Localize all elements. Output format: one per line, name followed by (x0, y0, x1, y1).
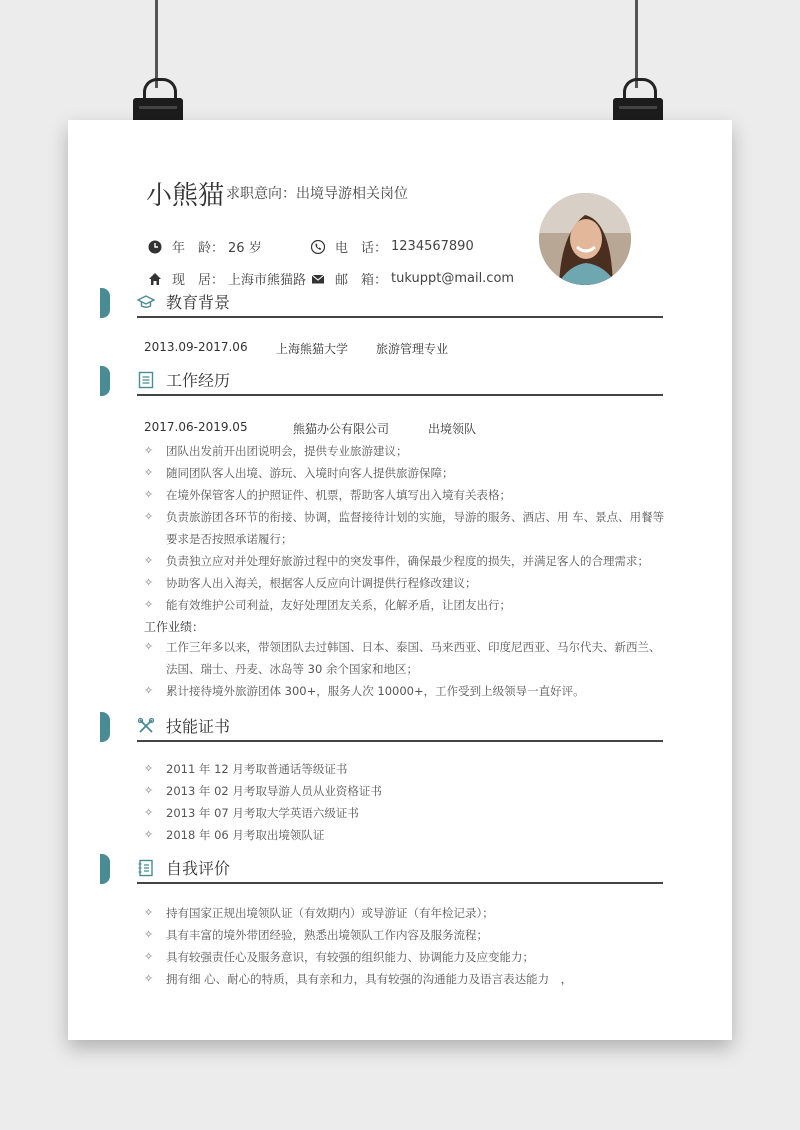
list-item: ✧ 拥有细 心、耐心的特质，具有亲和力，具有较强的沟通能力及语言表达能力 ， (144, 968, 572, 990)
section-title: 自我评价 (166, 859, 231, 878)
job-company: 熊猫办公有限公司 (293, 422, 390, 436)
list-item: ✧ 在境外保管客人的护照证件、机票，帮助客人填写出入境有关表格； (144, 484, 666, 506)
section-tab (100, 854, 110, 884)
list-item: ✧ 具有较强责任心及服务意识，有较强的组织能力、协调能力及应变能力； (144, 946, 572, 968)
email-label: 邮 箱： (335, 273, 388, 288)
email-value: tukuppt@mail.com (391, 271, 515, 286)
section-rule (137, 740, 663, 742)
list-item: ✧ 持有国家正规出境领队证（有效期内）或导游证（有年检记录）； (144, 902, 572, 924)
section-title: 技能证书 (166, 717, 231, 736)
email-row (311, 269, 514, 288)
home-icon (148, 272, 162, 286)
education-major: 旅游管理专业 (376, 342, 449, 356)
list-item: ✧ 协助客人出入海关，根据客人反应向计调提供行程修改建议； (144, 572, 666, 594)
clock-icon (148, 240, 162, 254)
list-item: ✧ 能有效维护公司利益，友好处理团友关系，化解矛盾，让团友出行； (144, 594, 666, 616)
list-item: ✧ 负责旅游团各环节的衔接、协调，监督接待计划的实施，导游的服务、酒店、用 车、景点、用餐等要求是否按照承诺履行； (144, 506, 666, 550)
binder-clip-left (131, 0, 185, 140)
address-row (148, 269, 306, 288)
list-item: ✧ 2013 年 07 月考取大学英语六级证书 (144, 802, 382, 824)
list-item: ✧ 具有丰富的境外带团经验，熟悉出境领队工作内容及服务流程； (144, 924, 572, 946)
education-school: 上海熊猫大学 (276, 342, 349, 356)
profile-photo (539, 193, 631, 285)
list-item: ✧ 工作三年多以来，带领团队去过韩国、日本、泰国、马来西亚、印度尼西亚、马尔代夫、新西兰、法国、瑞士、丹麦、冰岛等 30 余个国家和地区； (144, 636, 666, 680)
achievements-list (144, 636, 666, 702)
resume-paper (68, 120, 732, 1040)
list-item: ✧ 累计接待境外旅游团体 300+，服务人次 10000+，工作受到上级领导一直好评。 (144, 680, 666, 702)
address-value: 上海市熊猫路 (228, 273, 307, 288)
document-list-icon (137, 371, 155, 389)
candidate-name: 小熊猫 (146, 181, 225, 211)
tools-icon (137, 717, 155, 735)
address-label: 现 居： (172, 273, 225, 288)
age-value: 26 岁 (228, 241, 262, 256)
notebook-icon (137, 859, 155, 877)
section-rule (137, 316, 663, 318)
skills-list (144, 758, 382, 846)
section-tab (100, 366, 110, 396)
age-row (148, 237, 262, 256)
phone-label: 电 话： (335, 241, 388, 256)
section-tab (100, 712, 110, 742)
section-title: 教育背景 (166, 293, 231, 312)
section-tab (100, 288, 110, 318)
list-item: ✧ 负责独立应对并处理好旅游过程中的突发事件，确保最少程度的损失，并满足客人的合理需求； (144, 550, 666, 572)
list-item: ✧ 团队出发前开出团说明会，提供专业旅游建议； (144, 440, 666, 462)
phone-row (311, 237, 474, 256)
mail-icon (311, 272, 325, 286)
achievements-label: 工作业绩： (144, 620, 205, 634)
section-title: 工作经历 (166, 371, 231, 390)
phone-icon (311, 240, 325, 254)
self-evaluation-list (144, 902, 572, 990)
list-item: ✧ 2011 年 12 月考取普通话等级证书 (144, 758, 382, 780)
graduation-cap-icon (137, 293, 155, 311)
education-period: 2013.09-2017.06 (144, 340, 248, 354)
job-period: 2017.06-2019.05 (144, 420, 248, 434)
job-position: 出境领队 (428, 422, 477, 436)
section-rule (137, 882, 663, 884)
phone-value: 1234567890 (391, 239, 474, 254)
list-item: ✧ 随同团队客人出境、游玩、入境时向客人提供旅游保障； (144, 462, 666, 484)
age-label: 年 龄： (172, 241, 225, 256)
section-rule (137, 394, 663, 396)
binder-clip-right (611, 0, 665, 140)
list-item: ✧ 2013 年 02 月考取导游人员从业资格证书 (144, 780, 382, 802)
list-item: ✧ 2018 年 06 月考取出境领队证 (144, 824, 382, 846)
job-duties-list (144, 440, 666, 616)
job-intent: 求职意向：出境导游相关岗位 (226, 186, 408, 202)
